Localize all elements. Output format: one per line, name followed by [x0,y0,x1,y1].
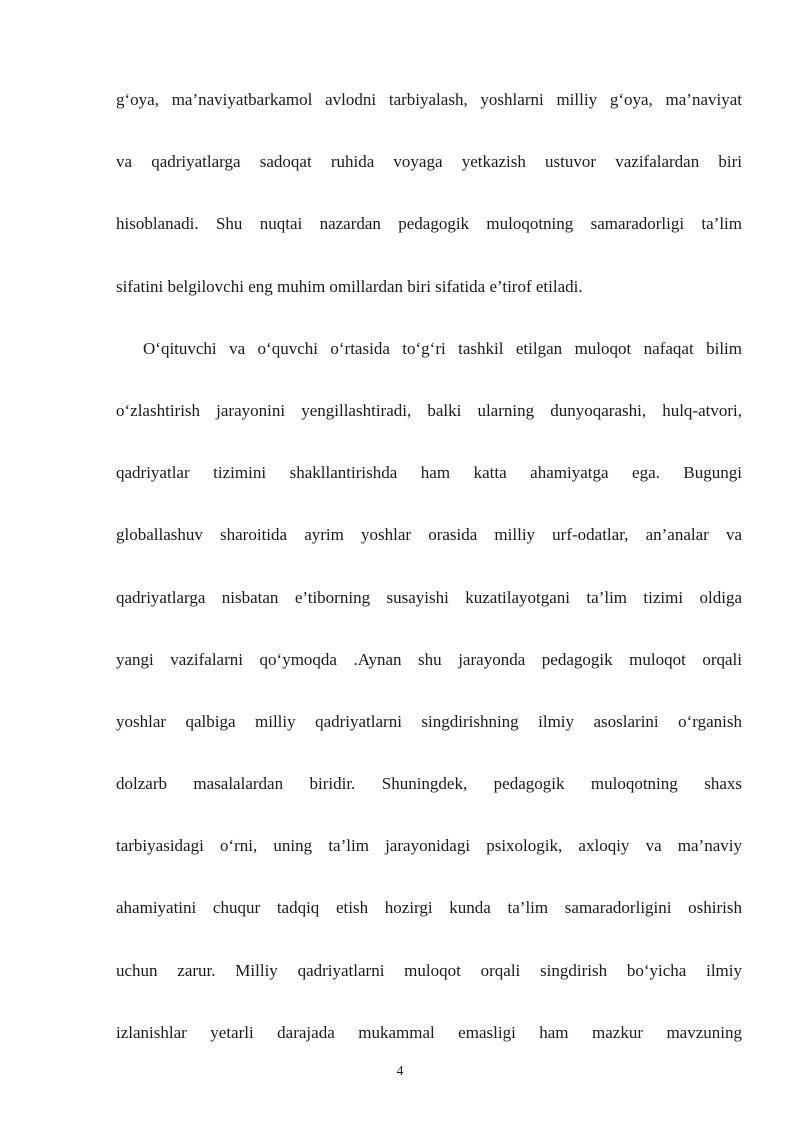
text-line: globallashuv sharoitida ayrim yoshlar orasida milliy urf-odatlar, an’analar va [116,525,742,545]
text-line: g‘oya, ma’naviyatbarkamol avlodni tarbiyalash, yoshlarni milliy g‘oya, ma’naviyat [116,90,742,109]
text-line: qadriyatlar tizimini shakllantirishda ham katta ahamiyatga ega. Bugungi [116,463,742,483]
text-line: hisoblanadi. Shu nuqtai nazardan pedagogik muloqotning samaradorligi ta’lim [116,214,742,234]
text-line: sifatini belgilovchi eng muhim omillardan biri sifatida e’tirof etiladi. [116,276,583,296]
body-text [116,80,742,1075]
text-line: yangi vazifalarni qo‘ymoqda .Aynan shu jarayonda pedagogik muloqot orqali [116,649,742,669]
text-line: yoshlar qalbiga milliy qadriyatlarni singdirishning ilmiy asoslarini o‘rganish [116,711,742,731]
text-line: O‘qituvchi va o‘quvchi o‘rtasida to‘g‘ri tashkil etilgan muloqot nafaqat bilim [143,338,742,358]
text-line: dolzarb masalalardan biridir. Shuningdek, pedagogik muloqotning shaxs [116,774,742,794]
text-line: tarbiyasidagi o‘rni, uning ta’lim jarayonidagi psixologik, axloqiy va ma’naviy [116,836,742,856]
text-line: va qadriyatlarga sadoqat ruhida voyaga yetkazish ustuvor vazifalardan biri [116,152,742,172]
text-line: uchun zarur. Milliy qadriyatlarni muloqot orqali singdirish bo‘yicha ilmiy [116,960,742,980]
text-line: o‘zlashtirish jarayonini yengillashtiradi, balki ularning dunyoqarashi, hulq-atvori, [116,400,742,420]
page-number: 4 [396,1064,404,1079]
text-line: ahamiyatini chuqur tadqiq etish hozirgi kunda ta’lim samaradorligini oshirish [116,898,742,918]
text-line: qadriyatlarga nisbatan e’tiborning susayishi kuzatilayotgani ta’lim tizimi oldiga [116,587,742,607]
text-line: izlanishlar yetarli darajada mukammal emasligi ham mazkur mavzuning [116,1022,742,1042]
